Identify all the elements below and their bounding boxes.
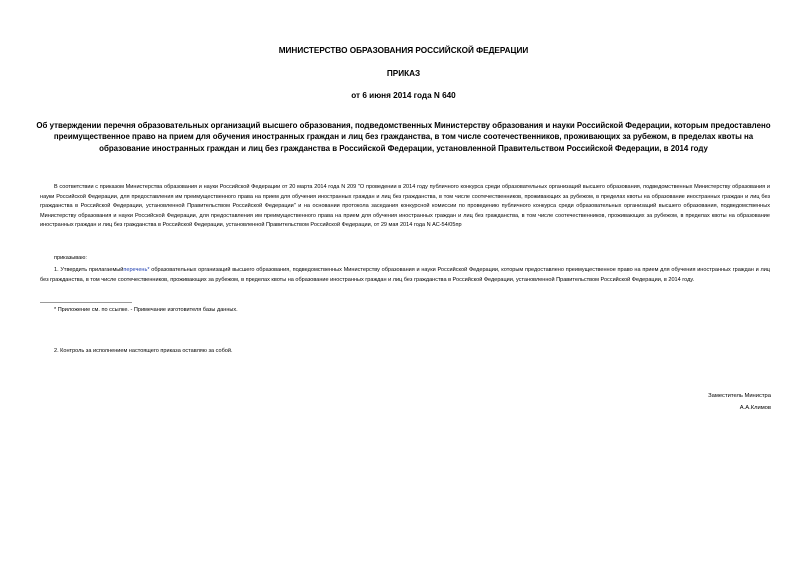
preamble-paragraph: В соответствии с приказом Министерства образования и науки Российской Федерации от 20 марта 2014 года N 209 "О проведении в 2014 году публичного конкурса среди образовательных организаций высшего образования, подведомственных Министерству образования и науки Российской Федерации, для предоставления им преимущественного права на прием для обучения иностранных граждан и лиц без гражданства, в том числе соотечественников, проживающих за рубежом, в пределах квоты на образование иностранных граждан и лиц без гражданства в Российской Федерации, установленной Правительством Российской Федерации" и на основании протокола заседания конкурсной комиссии по проведению публичного конкурса среди образовательных организаций высшего образования, подведомственных Министерству образования и науки Российской Федерации, для предоставления им преимущественного права на прием для обучения иностранных граждан и лиц без гражданства, в том числе соотечественников, проживающих за рубежом, в пределах квоты на образование иностранных граждан и лиц без гражданства в Российской Федерации, установленной Правительством Российской Федерации, от 29 мая 2014 года N АС-54/05пр [40, 184, 770, 229]
order-item-1-text: 1. Утвердить прилагаемый [54, 267, 124, 273]
ministry-name: МИНИСТЕРСТВО ОБРАЗОВАНИЯ РОССИЙСКОЙ ФЕДЕРАЦИИ [278, 46, 529, 55]
order-item-1-rest: образовательных организаций высшего образования, подведомственных Министерству образования и науки Российской Федерации, которым предоставлено преимущественное право на прием для обучения иностранных граждан и лиц без гражданства, в том числе соотечественников, проживающих за рубежом, в пределах квоты на образование иностранных граждан и лиц без гражданства в Российской Федерации, установленной Правительством Российской Федерации, в 2014 году. [40, 267, 770, 283]
signatory-name: А.А.Климов [739, 404, 771, 411]
footnote-separator [40, 302, 132, 303]
list-link[interactable]: перечень* [123, 267, 150, 273]
signatory-position: Заместитель Министра [708, 393, 771, 399]
document-title: Об утверждении перечня образовательных организаций высшего образования, подведомственных Министерству образования и науки Российской Федерации, которым предоставлено преимущественное право на прием для обучения иностранных граждан и лиц без гражданства, в том числе соотечественников, проживающих за рубежом, в пределах квоты на образование иностранных граждан и лиц без гражданства в Российской Федерации, установленной Правительством Российской Федерации, в 2014 году [36, 121, 771, 153]
signature-block [708, 391, 771, 414]
order-item-2: 2. Контроль за исполнением настоящего приказа оставляю за собой. [54, 348, 233, 354]
document-type: ПРИКАЗ [386, 69, 421, 78]
footnote: * Приложение см. по ссылке. - Примечание изготовителя базы данных. [54, 307, 238, 313]
document-date-number: от 6 июня 2014 года N 640 [351, 91, 456, 100]
order-word: приказываю: [54, 255, 87, 261]
order-item-1 [40, 266, 770, 285]
